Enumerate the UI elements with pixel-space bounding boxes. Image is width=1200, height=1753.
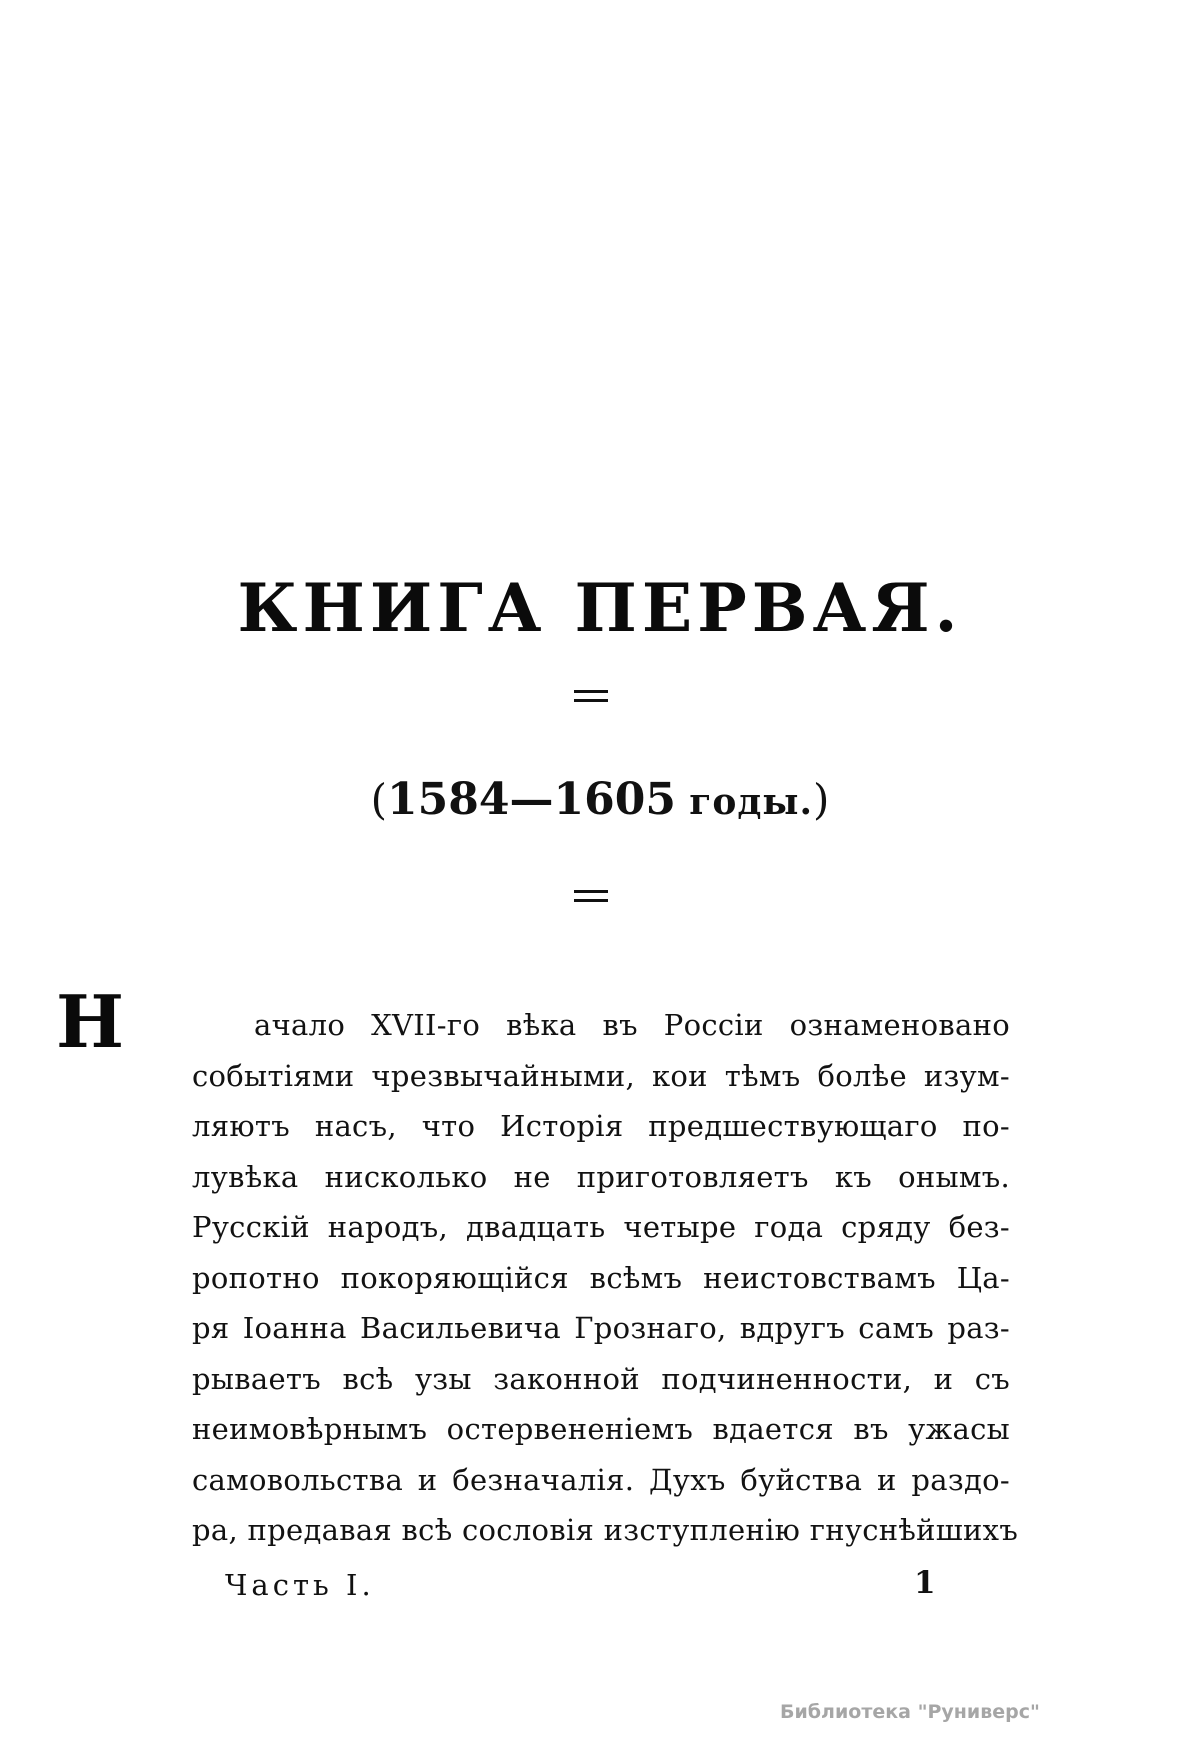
text-line: событіями чрезвычайными, кои тѣмъ болѣе изум- — [192, 1058, 1010, 1093]
library-watermark: Библиотека "Руниверс" — [780, 1701, 1040, 1723]
footer-part-label: Часть I. — [225, 1568, 375, 1602]
text-line: ра, предавая всѣ сословія изступленію гнуснѣйшихъ — [192, 1513, 1019, 1547]
text-line: Русскій народъ, двадцать четыре года сряду без- — [192, 1210, 1010, 1244]
double-rule-divider — [574, 690, 608, 702]
text-line: самовольства и безначалія. Духъ буйства и раздо- — [192, 1462, 1010, 1497]
text-line: рываетъ всѣ узы законной подчиненности, и съ — [192, 1361, 1010, 1396]
text-line: ляютъ насъ, что Исторія предшествующаго по- — [192, 1109, 1010, 1143]
body-paragraph — [192, 1000, 1019, 1556]
drop-cap-letter: Н — [56, 979, 125, 1064]
years-word: годы. — [689, 781, 813, 823]
book-title: КНИГА ПЕРВАЯ. — [237, 569, 963, 647]
double-rule-divider-lower — [574, 890, 608, 902]
years-close-paren: ) — [812, 775, 830, 824]
years-dash: — — [509, 774, 554, 825]
years-heading — [0, 770, 1200, 832]
years-start: 1584 — [387, 774, 510, 825]
page-number: 1 — [914, 1565, 936, 1601]
text-line: ропотно покоряющійся всѣмъ неистовствамъ Ца- — [192, 1260, 1010, 1295]
years-end: 1605 — [553, 774, 676, 825]
years-open-paren: ( — [370, 775, 387, 824]
text-line: ря Іоанна Васильевича Грознаго, вдругъ самъ раз- — [192, 1311, 1010, 1345]
text-line: лувѣка нисколько не приготовляетъ къ онымъ. — [192, 1159, 1010, 1194]
text-line: неимовѣрнымъ остервененіемъ вдается въ ужасы — [192, 1412, 1010, 1446]
text-line: ачало XVII-го вѣка въ Россіи ознаменовано — [254, 1008, 1010, 1042]
